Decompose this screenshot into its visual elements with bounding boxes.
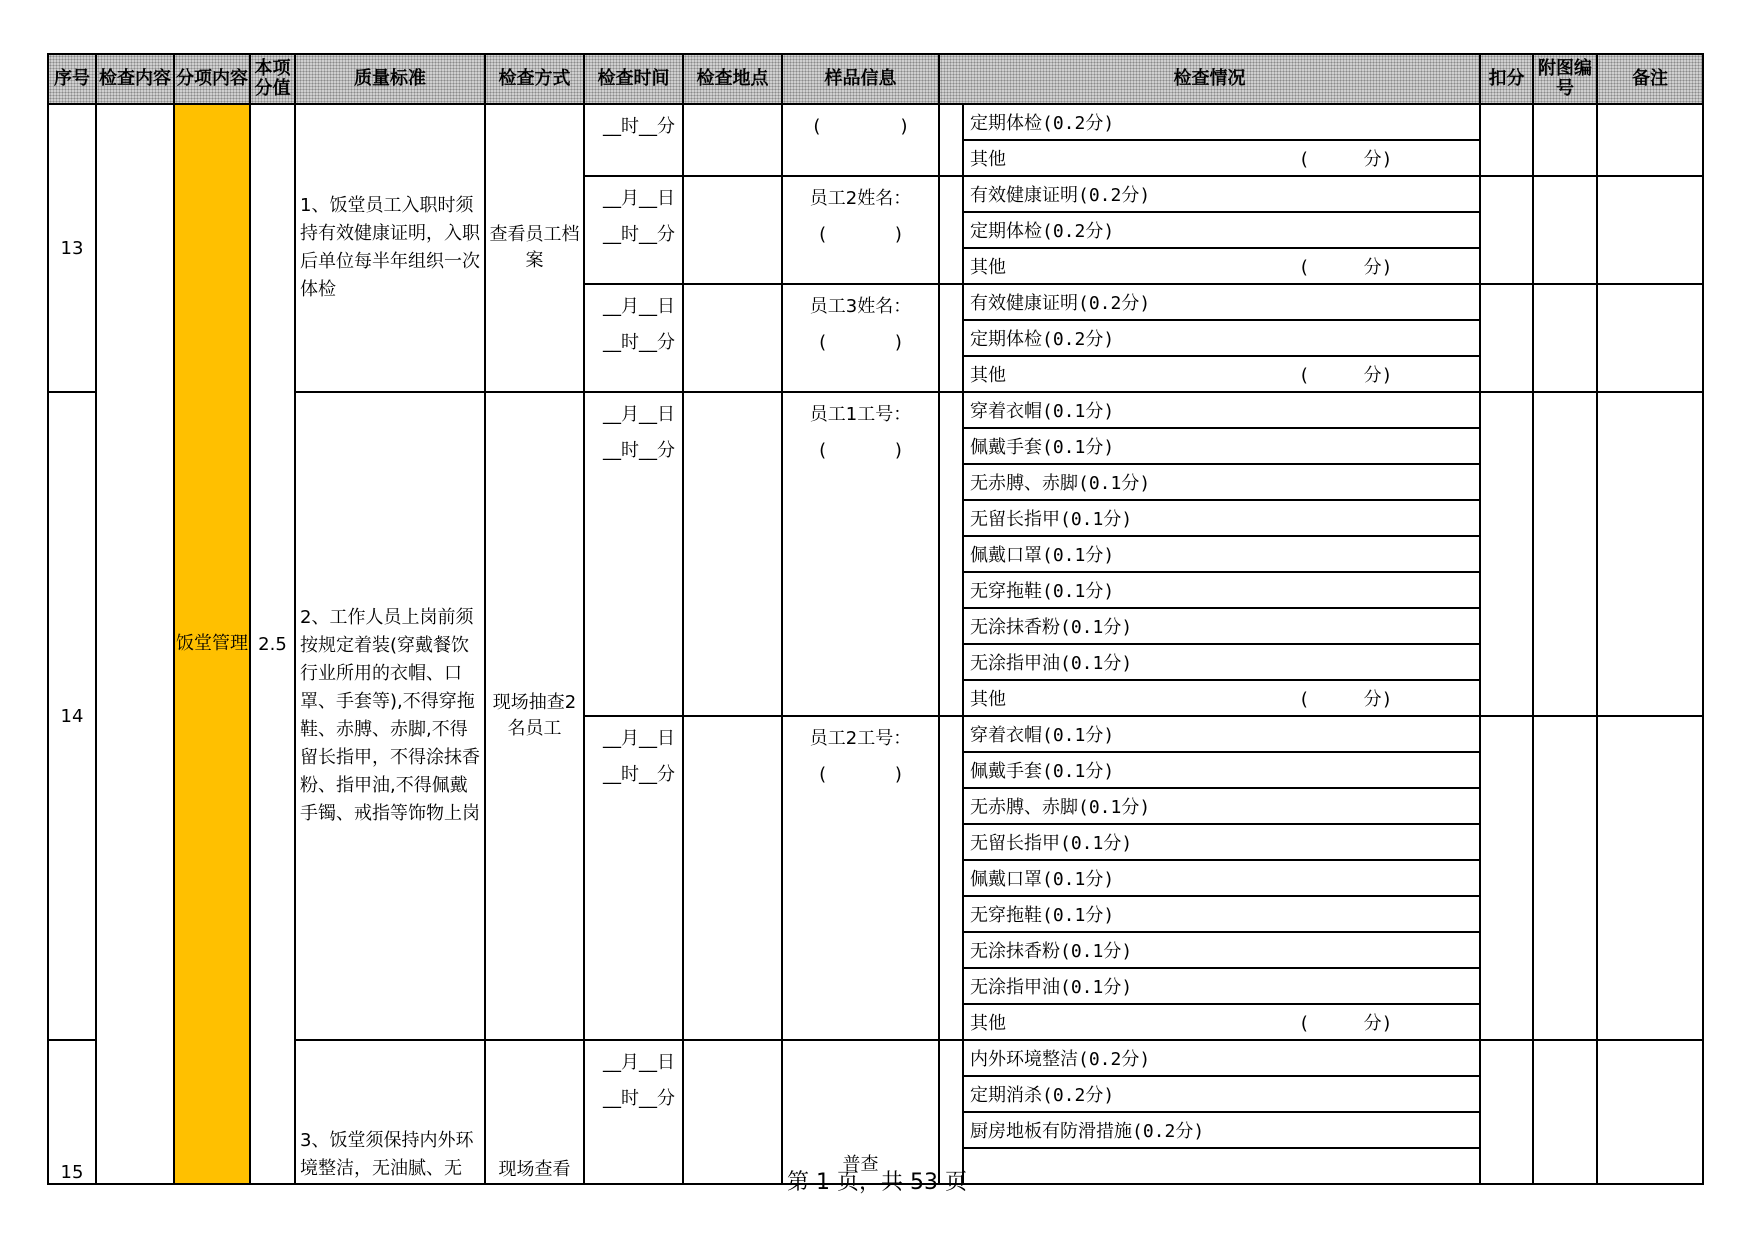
time-field: __时__分 — [603, 332, 675, 353]
place-15[interactable] — [683, 1040, 782, 1184]
inspect-item[interactable]: 其他 ( 分) — [963, 680, 1480, 716]
inspect-item[interactable]: 穿着衣帽(0.1分) — [963, 716, 1480, 752]
inspect-item[interactable]: 内外环境整洁(0.2分) — [963, 1040, 1480, 1076]
inspect-item[interactable]: 有效健康证明(0.2分) — [963, 284, 1480, 320]
sample-15: 普查 — [782, 1040, 939, 1184]
seq-14: 14 — [48, 392, 96, 1040]
standard-13: 1、饭堂员工入职时须持有效健康证明，入职后单位每半年组织一次体检 — [295, 104, 485, 392]
time-field: __时__分 — [603, 764, 675, 785]
standard-14: 2、工作人员上岗前须按规定着装(穿戴餐饮行业所用的衣帽、口罩、手套等),不得穿拖鞋、赤膊、赤脚,不得留长指甲，不得涂抹香粉、指甲油,不得佩戴手镯、戒指等饰物上岗 — [295, 392, 485, 1040]
time-field: __时__分 — [603, 116, 675, 137]
inspect-item[interactable]: 佩戴口罩(0.1分) — [963, 536, 1480, 572]
place-14-2[interactable] — [683, 716, 782, 1040]
attach-13-2[interactable] — [1533, 176, 1597, 284]
deduct-13-3[interactable] — [1480, 284, 1533, 392]
time-15[interactable] — [584, 1040, 683, 1184]
inspect-item[interactable]: 佩戴口罩(0.1分) — [963, 860, 1480, 896]
method-13: 查看员工档案 — [485, 104, 584, 392]
page-footer: 第 1 页，共 53 页 — [787, 1170, 967, 1195]
time-field: __时__分 — [603, 440, 675, 461]
inspect-item[interactable]: 定期体检(0.2分) — [963, 104, 1480, 140]
sample-paren: ( ) — [819, 332, 902, 353]
remark-14-2[interactable] — [1597, 716, 1703, 1040]
inspect-item[interactable]: 定期体检(0.2分) — [963, 320, 1480, 356]
sample-paren: ( ) — [819, 440, 902, 461]
sample-13-3[interactable] — [782, 284, 939, 392]
date-field: __月__日 — [603, 728, 675, 749]
header-remark: 备注 — [1597, 54, 1703, 104]
inspect-gap — [939, 392, 963, 716]
header-sample: 样品信息 — [782, 54, 939, 104]
sample-label: 员工1工号： — [809, 404, 912, 425]
time-13-1[interactable] — [584, 104, 683, 176]
inspect-item[interactable]: 厨房地板有防滑措施(0.2分) — [963, 1112, 1480, 1148]
sample-paren: ( ) — [813, 116, 908, 137]
inspect-gap — [939, 284, 963, 392]
header-attach: 附图编号 — [1533, 54, 1597, 104]
place-13-2[interactable] — [683, 176, 782, 284]
header-score: 本项分值 — [250, 54, 295, 104]
score-cell: 2.5 — [250, 104, 295, 1184]
inspect-item[interactable]: 无涂指甲油(0.1分) — [963, 644, 1480, 680]
time-14-2[interactable] — [584, 716, 683, 1040]
inspect-item[interactable]: 无涂指甲油(0.1分) — [963, 968, 1480, 1004]
header-content: 检查内容 — [96, 54, 174, 104]
sub-content-cell: 饭堂管理 — [174, 104, 250, 1184]
inspect-item[interactable]: 定期体检(0.2分) — [963, 212, 1480, 248]
inspect-item[interactable]: 无赤膊、赤脚(0.1分) — [963, 788, 1480, 824]
time-field: __时__分 — [603, 1088, 675, 1109]
remark-13-2[interactable] — [1597, 176, 1703, 284]
deduct-14-1[interactable] — [1480, 392, 1533, 716]
standard-15: 3、饭堂须保持内外环境整洁，无油腻、无 — [295, 1040, 485, 1184]
attach-13-1[interactable] — [1533, 104, 1597, 176]
sample-label: 员工2工号： — [809, 728, 912, 749]
inspect-item[interactable]: 佩戴手套(0.1分) — [963, 428, 1480, 464]
inspect-gap — [939, 1040, 963, 1184]
inspect-gap — [939, 716, 963, 1040]
content-cell — [96, 104, 174, 1184]
sample-paren: ( ) — [819, 764, 902, 785]
header-row — [48, 54, 1703, 104]
date-field: __月__日 — [603, 188, 675, 209]
seq-15: 15 — [48, 1040, 96, 1184]
header-time: 检查时间 — [584, 54, 683, 104]
deduct-13-2[interactable] — [1480, 176, 1533, 284]
time-14-1[interactable] — [584, 392, 683, 716]
remark-15[interactable] — [1597, 1040, 1703, 1184]
sample-label: 员工3姓名： — [809, 296, 912, 317]
sample-14-1[interactable] — [782, 392, 939, 716]
remark-13-1[interactable] — [1597, 104, 1703, 176]
inspect-item[interactable]: 穿着衣帽(0.1分) — [963, 392, 1480, 428]
deduct-13-1[interactable] — [1480, 104, 1533, 176]
sample-paren: ( ) — [819, 224, 902, 245]
time-field: __时__分 — [603, 224, 675, 245]
remark-13-3[interactable] — [1597, 284, 1703, 392]
deduct-15[interactable] — [1480, 1040, 1533, 1184]
date-field: __月__日 — [603, 296, 675, 317]
place-13-3[interactable] — [683, 284, 782, 392]
attach-15[interactable] — [1533, 1040, 1597, 1184]
inspect-item[interactable]: 其他 ( 分) — [963, 356, 1480, 392]
header-place: 检查地点 — [683, 54, 782, 104]
inspect-item[interactable]: 佩戴手套(0.1分) — [963, 752, 1480, 788]
header-method: 检查方式 — [485, 54, 584, 104]
inspect-item[interactable]: 其他 ( 分) — [963, 248, 1480, 284]
attach-14-2[interactable] — [1533, 716, 1597, 1040]
header-sub: 分项内容 — [174, 54, 250, 104]
seq-13: 13 — [48, 104, 96, 392]
inspect-gap — [939, 104, 963, 176]
time-13-3[interactable] — [584, 284, 683, 392]
inspect-item[interactable]: 无涂抹香粉(0.1分) — [963, 932, 1480, 968]
inspect-item[interactable]: 其他 ( 分) — [963, 140, 1480, 176]
date-field: __月__日 — [603, 1052, 675, 1073]
inspect-item[interactable]: 定期消杀(0.2分) — [963, 1076, 1480, 1112]
sample-14-2[interactable] — [782, 716, 939, 1040]
header-seq: 序号 — [48, 54, 96, 104]
attach-13-3[interactable] — [1533, 284, 1597, 392]
header-inspect: 检查情况 — [939, 54, 1480, 104]
inspect-item[interactable]: 其他 ( 分) — [963, 1004, 1480, 1040]
sample-label: 员工2姓名： — [809, 188, 912, 209]
inspect-item[interactable]: 无留长指甲(0.1分) — [963, 500, 1480, 536]
inspect-item[interactable]: 无涂抹香粉(0.1分) — [963, 608, 1480, 644]
header-deduct: 扣分 — [1480, 54, 1533, 104]
place-14-1[interactable] — [683, 392, 782, 716]
remark-14-1[interactable] — [1597, 392, 1703, 716]
deduct-14-2[interactable] — [1480, 716, 1533, 1040]
inspect-item[interactable]: 无赤膊、赤脚(0.1分) — [963, 464, 1480, 500]
method-14: 现场抽查2名员工 — [485, 392, 584, 1040]
time-13-2[interactable] — [584, 176, 683, 284]
inspect-item[interactable]: 无穿拖鞋(0.1分) — [963, 572, 1480, 608]
date-field: __月__日 — [603, 404, 675, 425]
method-15: 现场查看 — [485, 1040, 584, 1184]
place-13-1[interactable] — [683, 104, 782, 176]
inspect-item[interactable]: 无留长指甲(0.1分) — [963, 824, 1480, 860]
inspection-table — [47, 53, 1704, 1185]
sample-13-2[interactable] — [782, 176, 939, 284]
inspect-item[interactable]: 有效健康证明(0.2分) — [963, 176, 1480, 212]
inspect-gap — [939, 176, 963, 284]
sample-13-1[interactable] — [782, 104, 939, 176]
attach-14-1[interactable] — [1533, 392, 1597, 716]
header-standard: 质量标准 — [295, 54, 485, 104]
inspect-item[interactable]: 无穿拖鞋(0.1分) — [963, 896, 1480, 932]
